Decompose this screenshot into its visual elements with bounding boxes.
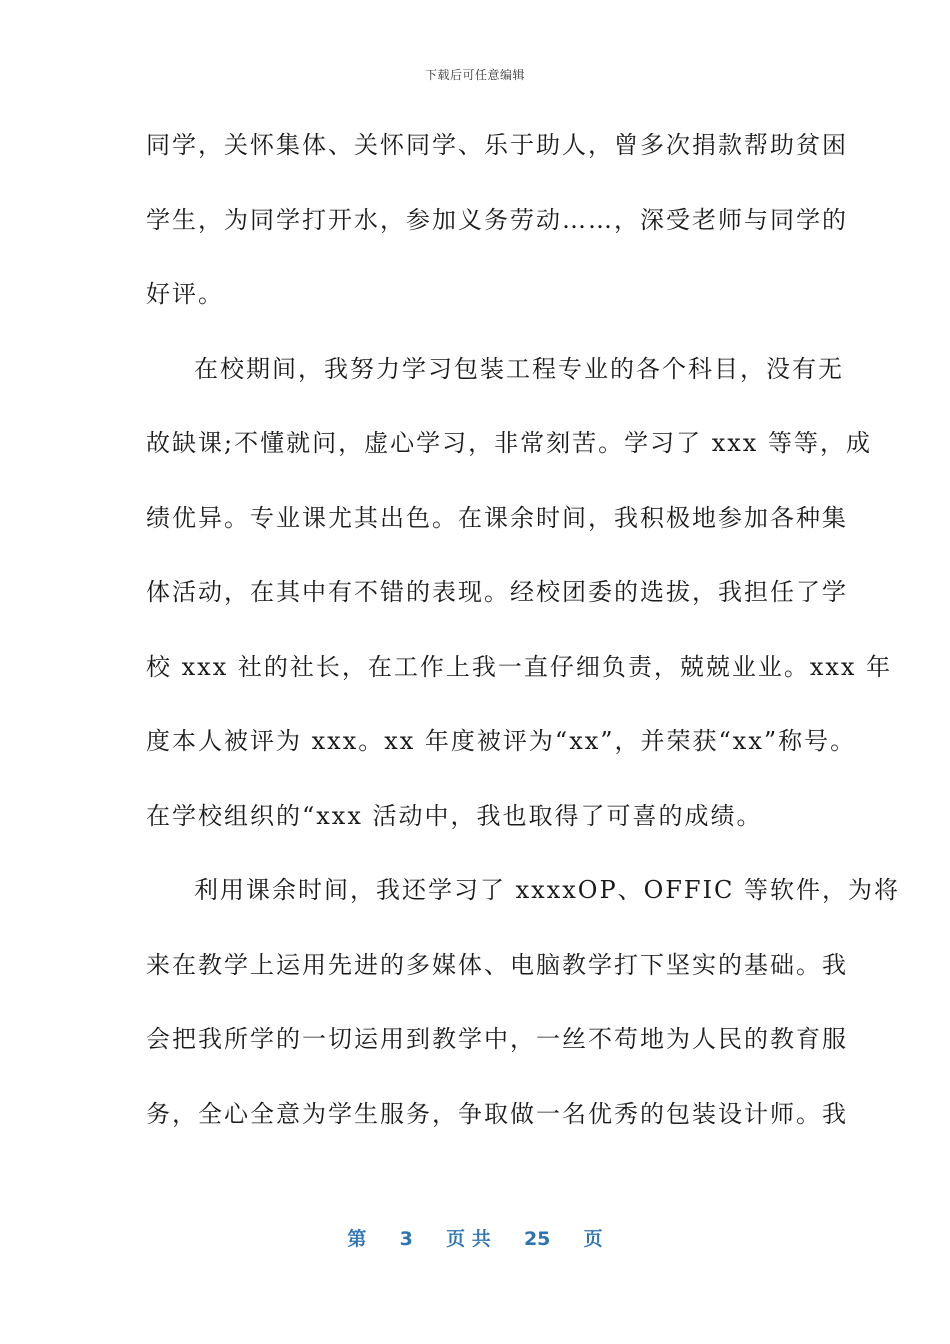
footer-label-end: 页 <box>583 1228 603 1250</box>
text-line: 绩优异。专业课尤其出色。在课余时间，我积极地参加各种集 <box>146 503 848 532</box>
document-body <box>146 127 901 1170</box>
text-line: 故缺课;不懂就问，虚心学习，非常刻苦。学习了 xxx 等等，成 <box>146 429 872 457</box>
text-line: 在学校组织的“xxx 活动中，我也取得了可喜的成绩。 <box>146 801 763 830</box>
text-line: 好评。 <box>146 280 224 308</box>
text-line: 度本人被评为 xxx。xx 年度被评为“xx”，并荣获“xx”称号。 <box>146 727 857 755</box>
text-line: 务，全心全意为学生服务，争取做一名优秀的包装设计师。我 <box>146 1099 848 1128</box>
text-line: 校 xxx 社的社长，在工作上我一直仔细负责，兢兢业业。xxx 年 <box>146 652 893 681</box>
footer-label-page: 第 <box>347 1228 367 1250</box>
page-footer <box>0 1224 950 1251</box>
current-page-number: 3 <box>399 1228 413 1250</box>
total-pages-number: 25 <box>523 1228 551 1250</box>
footer-label-of: 页 共 <box>446 1228 491 1250</box>
header-note: 下载后可任意编辑 <box>424 68 525 82</box>
paragraph-start-line: 利用课余时间，我还学习了 xxxxOP、OFFIC 等软件，为将 <box>194 876 901 904</box>
text-line: 来在教学上运用先进的多媒体、电脑教学打下坚实的基础。我 <box>146 950 848 979</box>
text-line: 体活动，在其中有不错的表现。经校团委的选拔，我担任了学 <box>146 578 848 606</box>
text-line: 同学，关怀集体、关怀同学、乐于助人，曾多次捐款帮助贫困 <box>146 131 848 159</box>
paragraph-start-line: 在校期间，我努力学习包装工程专业的各个科目，没有无 <box>194 354 844 383</box>
text-line: 学生，为同学打开水，参加义务劳动……，深受老师与同学的 <box>146 205 848 234</box>
text-line: 会把我所学的一切运用到教学中，一丝不苟地为人民的教育服 <box>146 1025 848 1053</box>
